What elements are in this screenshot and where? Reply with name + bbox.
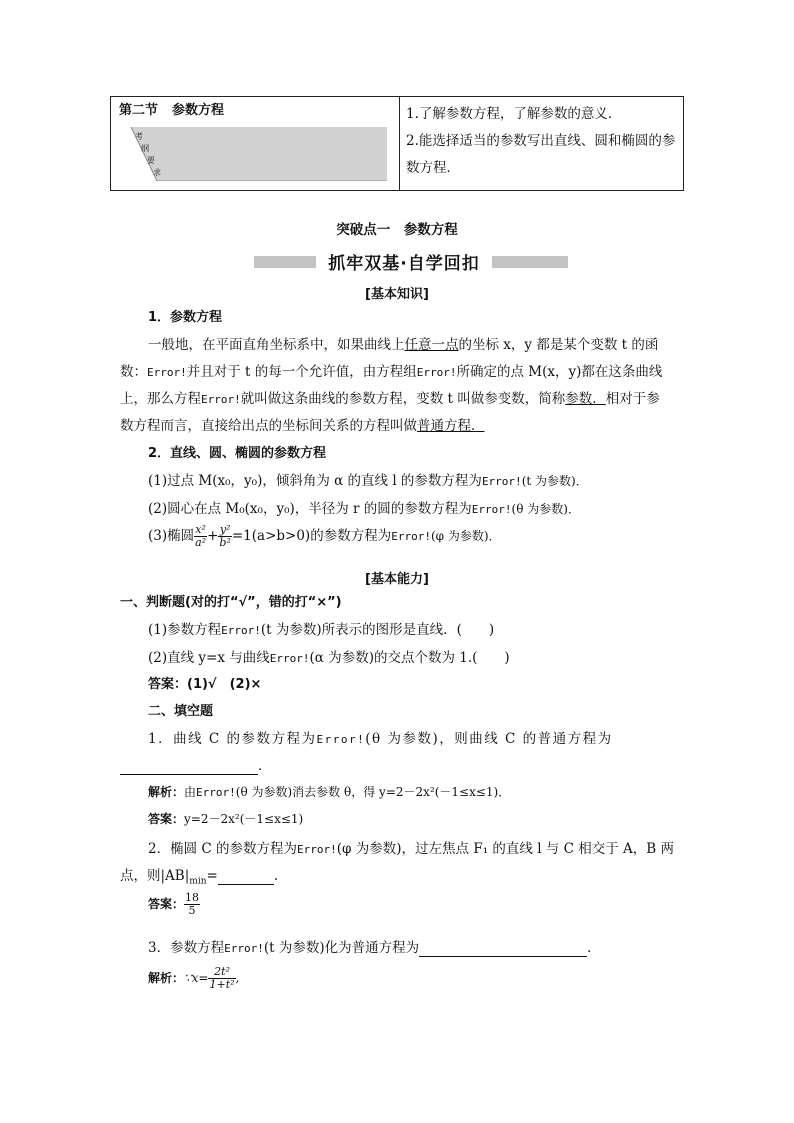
text: (2)直线 y=x 与曲线 [148,650,270,666]
fraction-x2-a2 [194,524,207,549]
ellipse-param-eq [148,524,708,549]
underlined-text: 普通方程． [417,418,485,434]
text: (1)过点 M(x₀，y₀)，倾斜角为 α 的直线 l 的参数方程为 [148,473,482,489]
error-placeholder: Error! [471,503,512,516]
text: 3．参数方程 [148,940,225,956]
text: (φ 为参数)． [430,529,501,543]
answer-2 [148,810,708,827]
answer-1: 答案：(1)√ (2)× [148,677,262,692]
text: , [235,971,240,985]
circle-param-eq [148,497,708,517]
text: 1．曲线 C 的参数方程为 [148,731,317,747]
fraction-2t2 [208,966,235,991]
underlined-text: 参数． [565,391,606,407]
answer-blank[interactable] [120,758,258,775]
text: 所确定的点 M(x，y)都在这条曲线 [456,364,663,380]
answer-3 [148,892,708,917]
question-4-line1 [148,837,708,857]
item1-title: 1．参数方程 [148,310,223,325]
question-5 [148,936,708,957]
text: (φ 为参数)，过左焦点 F₁ 的直线 l 与 C 相交于 A，B 两 [336,841,674,857]
text: (θ 为参数)消去参数 θ，得 y=2－2x²(－1≤x≤1)． [235,785,511,799]
requirements-cell [400,97,683,190]
underlined-text: 任意一点 [404,337,459,353]
header-left-cell [111,97,400,190]
solution-label: 解析： [148,971,185,985]
text: ∵x= [184,971,209,985]
denominator: 1+t² [209,978,235,991]
denominator: 5 [188,904,196,917]
answer-blank[interactable] [419,940,587,957]
text: 数： [120,364,147,380]
outline-char-3: 要 [147,156,155,165]
error-placeholder: Error! [481,475,522,488]
part2-title: 二、填空题 [148,704,214,719]
error-placeholder: Error! [297,843,337,856]
basic-knowledge-heading: [基本知识] [365,287,429,302]
text: ． [258,758,272,774]
error-placeholder: Error! [201,393,241,406]
text: 点，则|AB| [120,868,190,884]
p1-line4 [120,414,680,434]
text: 就叫做这条曲线的参数方程，变数 t 叫做参变数，简称 [240,391,566,407]
outline-char-4: 求 [153,168,161,177]
text: (1)参数方程 [148,622,222,638]
error-placeholder: Error! [316,733,366,746]
fraction-y2-b2 [218,524,231,549]
text: (t 为参数)化为普通方程为 [263,940,420,956]
banner-bar-right [492,256,568,268]
section-title [119,99,224,118]
p1-line3 [120,387,680,407]
text: 数方程而言，直接给出点的坐标间关系的方程叫做 [120,418,417,434]
header-table [110,96,684,191]
text: =1(a>b>0)的参数方程为 [231,528,392,544]
solution-label: 解析： [148,785,185,799]
requirement-2: 2.能选择适当的参数写出直线、圆和椭圆的参 [406,133,676,149]
numerator: y² [219,523,231,536]
requirement-3: 数方程． [406,160,460,176]
numerator: 2t² [208,966,235,979]
text: 相对于参 [605,391,660,407]
solution-1 [148,783,708,800]
section-name: 参数方程 [172,103,225,118]
text: (t 为参数)所表示的图形是直线．( ) [260,622,495,638]
section-label: 第二节 [119,103,159,118]
outline-char-2: 纲 [141,144,149,153]
text: 上，那么方程 [120,391,201,407]
error-placeholder: Error! [147,366,187,379]
text: (t 为参数)． [521,474,588,488]
error-placeholder: Error! [221,624,261,637]
text: (2)圆心在点 M₀(x₀，y₀)，半径为 r 的圆的参数方程为 [148,501,472,517]
p1-line2 [120,360,680,380]
question-2 [148,646,708,666]
answer-label: 答案： [148,897,185,911]
text: (θ 为参数)． [511,502,580,516]
text: = [206,868,218,884]
p1-line1 [148,333,708,353]
text: 2．椭圆 C 的参数方程为 [148,841,298,857]
basic-ability-heading: [基本能力] [365,572,429,587]
text: (θ 为参数)，则曲线 C 的普通方程为 [365,731,613,747]
point-title: 突破点一 参数方程 [336,222,458,238]
text: 并且对于 t 的每一个允许值，由方程组 [186,364,417,380]
item2-title: 2．直线、圆、椭圆的参数方程 [148,446,327,461]
question-4-line2 [120,864,680,887]
subscript: min [189,876,207,887]
numerator: x² [195,523,206,536]
text: 一般地，在平面直角坐标系中，如果曲线上 [148,337,405,353]
denominator: a² [195,536,207,549]
denominator: b² [219,536,231,549]
question-3-line2 [120,754,680,775]
text: . [273,868,279,884]
answer-blank[interactable] [218,868,274,885]
fraction-18-5 [184,892,200,917]
error-placeholder: Error! [416,366,457,379]
text: (α 为参数)的交点个数为 1.( ) [309,650,510,666]
part1-title: 一、判断题(对的打“√”，错的打“×”) [120,595,342,610]
text: 的坐标 x，y 都是某个变数 t 的函 [458,337,659,353]
question-3-line1 [148,727,708,747]
plus-sign: + [207,528,219,544]
solution-2 [148,966,708,991]
error-placeholder: Error! [224,942,264,955]
requirement-1: 1.了解参数方程，了解参数的意义． [406,106,622,122]
error-placeholder: Error! [196,786,236,799]
answer-label: 答案： [148,812,185,826]
banner-bar-left [254,256,316,268]
question-1 [148,618,708,638]
text: 由 [184,785,197,799]
line-param-eq [148,469,708,489]
answer-value: y=2－2x²(－1≤x≤1) [184,812,304,826]
text: ． [587,940,601,956]
banner-title: 抓牢双基·自学回扣 [328,254,480,274]
numerator: 18 [185,891,200,904]
error-placeholder: Error! [391,530,431,543]
error-placeholder: Error! [269,652,310,665]
outline-char-1: 考 [135,132,143,141]
text: (3)椭圆 [148,528,195,544]
